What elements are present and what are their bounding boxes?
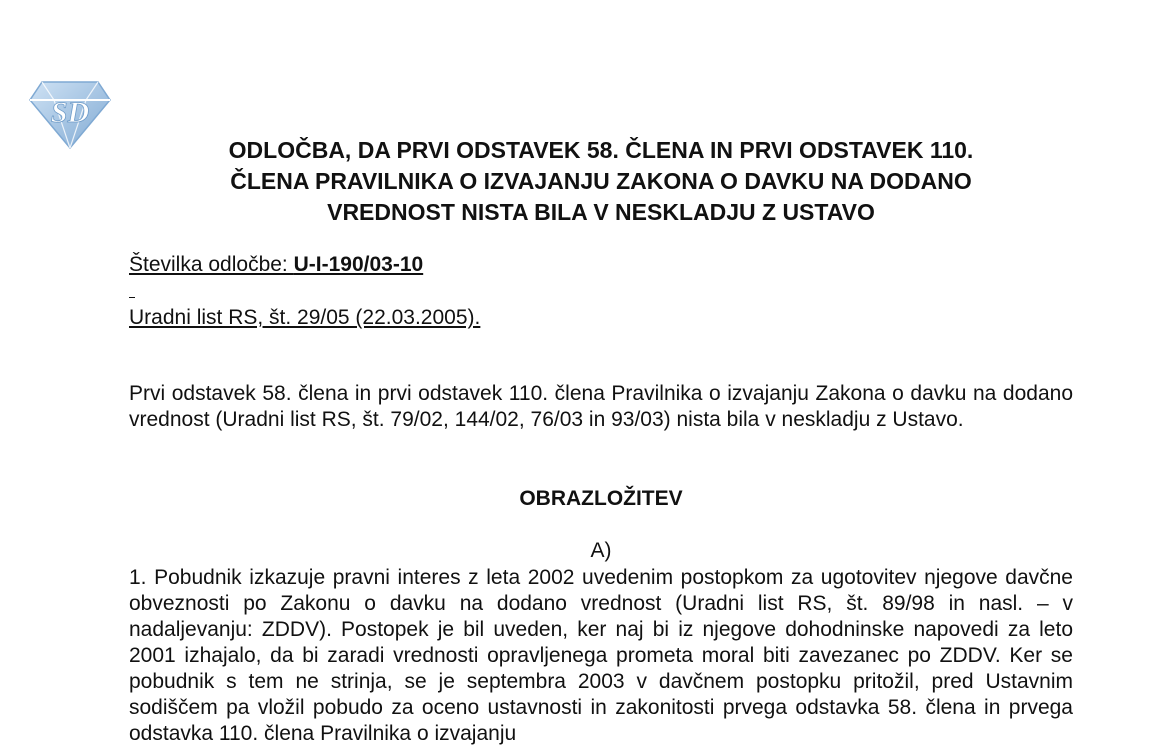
reasoning-heading: OBRAZLOŽITEV bbox=[519, 487, 683, 510]
document-title: ODLOČBA, DA PRVI ODSTAVEK 58. ČLENA IN PRVI ODSTAVEK 110. ČLENA PRAVILNIKA O IZVAJANJU ZAKONA O DAVKU NA DODANO VREDNOST NISTA BILA V NESKLADJU Z USTAVO bbox=[228, 137, 974, 225]
decision-number-label: Številka odločbe: bbox=[129, 253, 294, 276]
subsection-label: A) bbox=[590, 539, 612, 562]
sd-diamond-logo-icon bbox=[28, 76, 112, 152]
decision-number-value: U-I-190/03-10 bbox=[293, 253, 424, 276]
decision-number bbox=[129, 252, 423, 278]
logo-text: SD bbox=[50, 96, 90, 129]
gazette-reference: Uradni list RS, št. 29/05 (22.03.2005). bbox=[129, 306, 481, 329]
paragraph-1: 1. Pobudnik izkazuje pravni interes z leta 2002 uvedenim postopkom za ugotovitev njegove davčne obveznosti po Zakonu o davku na dodano vrednost (Uradni list RS, št. 89/98 in nasl. – v nadaljevanju: ZDDV). Postopek je bil uveden, ker naj bi iz njegove dohodninske napovedi za leto 2001 izhajalo, da bi zaradi vrednosti opravljenega prometa moral biti zavezanec po ZDDV. Ker se pobudnik s tem ne strinja, se je septembra 2003 v davčnem postopku pritožil, pred Ustavnim sodiščem pa vložil pobudo za oceno ustavnosti in zakonitosti prvega odstavka 58. člena in prvega odstavka 110. člena Pravilnika o izvajanju bbox=[129, 566, 1073, 745]
ruling-paragraph: Prvi odstavek 58. člena in prvi odstavek 110. člena Pravilnika o izvajanju Zakona o davku na dodano vrednost (Uradni list RS, št. 79/02, 144/02, 76/03 in 93/03) nista bila v neskladju z Ustavo. bbox=[129, 382, 1073, 431]
blank-line-marker bbox=[129, 297, 135, 298]
